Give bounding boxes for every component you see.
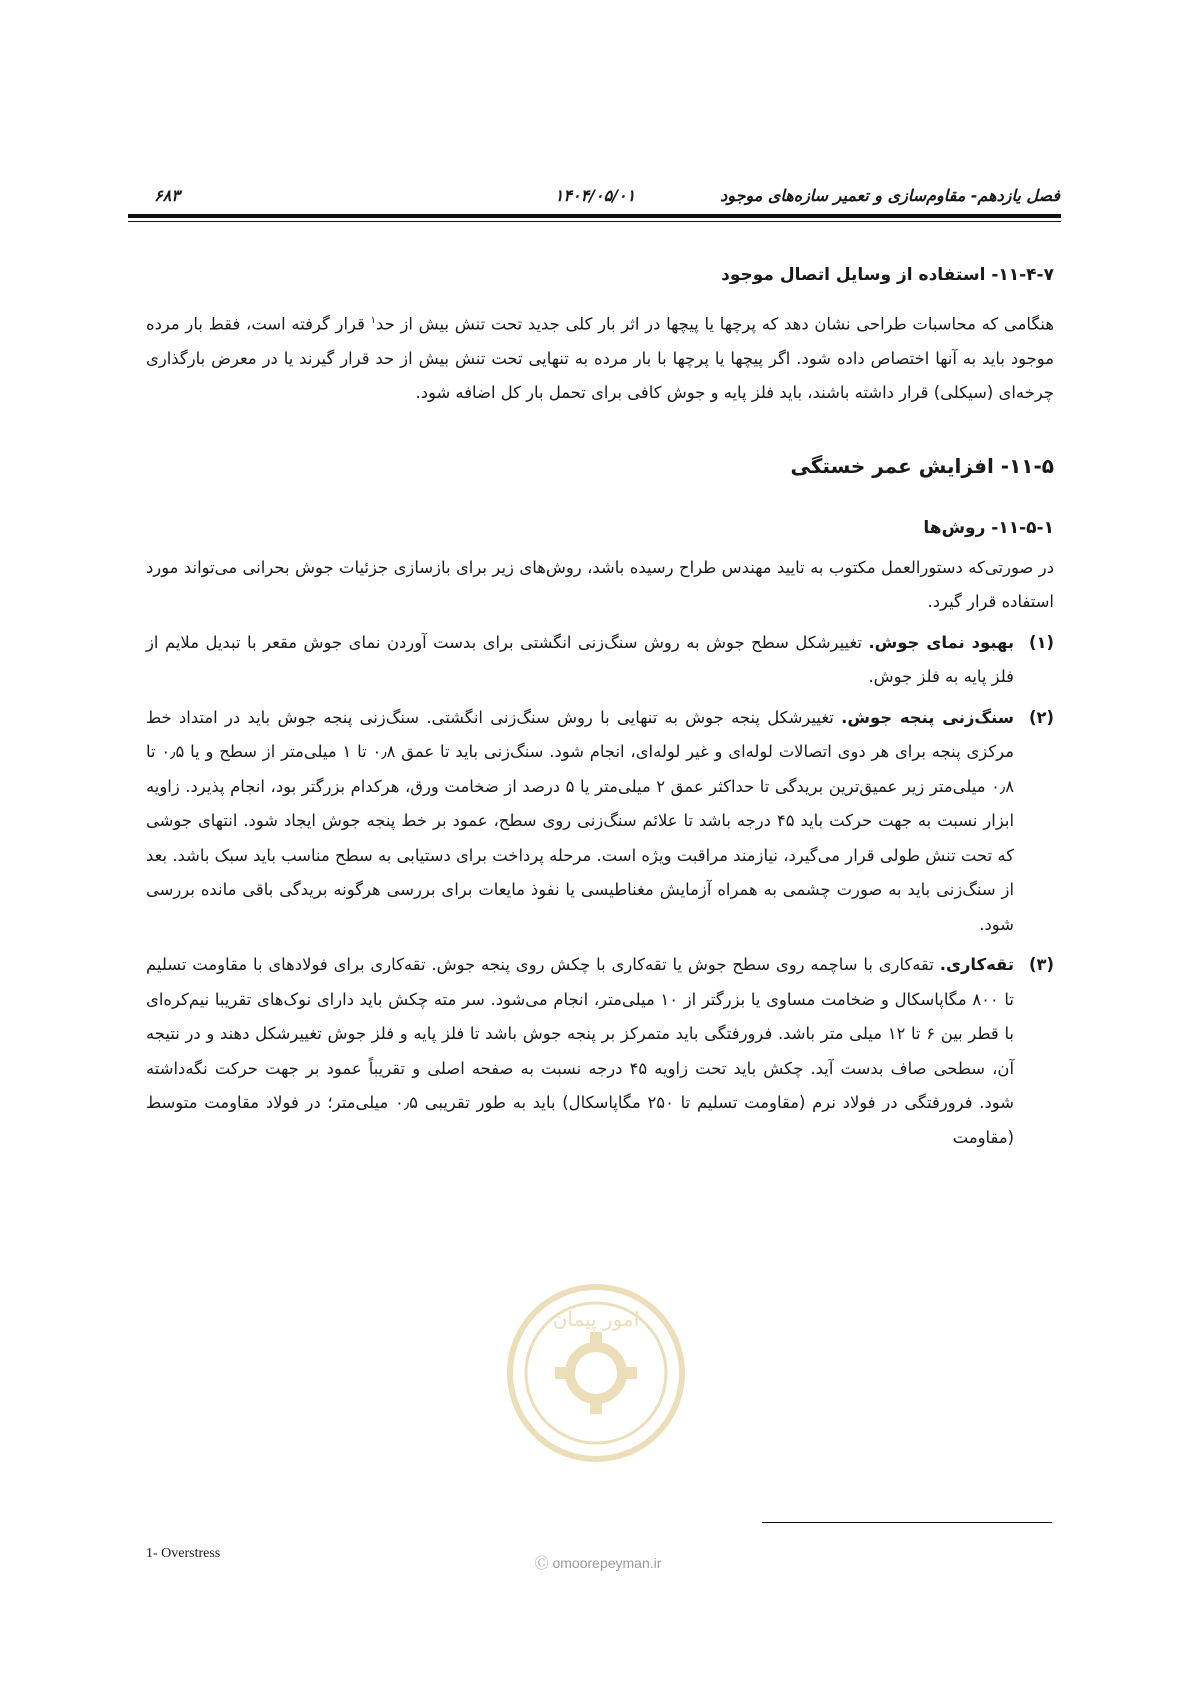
watermark-site [498, 1553, 698, 1573]
list-item-title: تقه‌کاری. [939, 955, 1014, 975]
footnote-rule [762, 1522, 1052, 1523]
paragraph-text-b: قرار گرفته است، فقط بار مرده موجود باید به آنها اختصاص داده شود. اگر پیچها یا پرچها با بار مرده به تنهایی تحت تنش بیش از حد قرار گیرند یا در معرض بارگذاری چرخه‌ای (سیکلی) قرار داشته باشند، باید فلز پایه و جوش کافی برای تحمل بار کل اضافه شود. [146, 314, 1054, 403]
list-item-body [146, 701, 1014, 943]
list-item-number: (۲) [1028, 707, 1054, 727]
list-item-number: (۱) [1028, 632, 1054, 652]
watermark-logo-icon [506, 1280, 686, 1466]
section-heading-11-5: ۱۱-۵- افزایش عمر خستگی [790, 453, 1054, 478]
running-header [130, 186, 1060, 214]
chapter-title: فصل یازدهم- مقاوم‌سازی و تعمیر سازه‌های موجود [720, 186, 1060, 205]
section-paragraph-11-5-1: در صورتی‌که دستورالعمل مکتوب به تایید مهندس طراح رسیده باشد، روش‌های زیر برای بازسازی جزئیات جوش بحرانی می‌تواند مورد استفاده قرار گیرد. [146, 557, 1054, 612]
main-content [146, 238, 1054, 1161]
header-rule-thick [128, 214, 1061, 218]
footnote-marker: ۱ [370, 315, 377, 326]
list-item [146, 626, 1054, 695]
list-item-title: بهبود نمای جوش. [868, 632, 1014, 652]
header-rule-thin [128, 221, 1061, 222]
section-heading-11-4-7: ۱۱-۴-۷- استفاده از وسایل اتصال موجود [721, 265, 1054, 285]
watermark-logo-text: امور پیمان [552, 1307, 640, 1331]
list-item-body [146, 948, 1014, 1155]
page-number: ۶۸۳ [154, 186, 180, 205]
list-item-text: تغییرشکل پنجه جوش به تنهایی با روش سنگ‌زنی انگشتی. سنگ‌زنی پنجه جوش باید در امتداد خط مرکزی پنجه برای هر دوی اتصالات لوله‌ای و غیر لوله‌ای، انجام شود. سنگ‌زنی باید تا عمق ۰٫۸ تا ۱ میلی‌متر از سطح و یا ۰٫۵ تا ۰٫۸ میلی‌متر زیر عمیق‌ترین بریدگی تا حداکثر عمق ۲ میلی‌متر یا ۵ درصد از ضخامت ورق، هرکدام بزرگتر بود، انجام پذیرد. زاویه ابزار نسبت به جهت حرکت باید ۴۵ درجه باشد تا علائم سنگ‌زنی روی سطح، عمود بر خط پنجه جوش ایجاد شود. انتهای جوشی که تحت تنش طولی قرار می‌گیرد، نیازمند مراقبت ویژه است. مرحله پرداخت برای دستیابی به سطح مناسب باید سبک باشد. بعد از سنگ‌زنی باید به صورت چشمی به همراه آزمایش مغناطیسی یا نفوذ مایعات برای بررسی هرگونه بریدگی باقی مانده بررسی شود. [146, 707, 1014, 934]
list-item [146, 701, 1054, 943]
list-item [146, 948, 1054, 1155]
footnote: 1- Overstress [146, 1546, 221, 1561]
header-date: ۱۴۰۴/۰۵/۰۱ [554, 186, 636, 205]
list-item-number: (۳) [1028, 955, 1054, 975]
list-item-body [146, 626, 1014, 695]
paragraph-text-a: هنگامی که محاسبات طراحی نشان دهد که پرچها یا پیچها در اثر بار کلی جدید تحت تنش بیش از حد [376, 314, 1054, 334]
watermark-site-text: omoorepeyman.ir [552, 1555, 662, 1571]
list-item-title: سنگ‌زنی پنجه جوش. [841, 707, 1014, 727]
at-icon: Ⓒ [534, 1555, 549, 1571]
list-item-text: تغییرشکل سطح جوش به روش سنگ‌زنی انگشتی برای بدست آوردن نمای جوش مقعر با تبدیل ملایم از فلز پایه به فلز جوش. [146, 632, 1014, 687]
list-item-text: تقه‌کاری با ساچمه روی سطح جوش یا تقه‌کاری با چکش روی پنجه جوش. تقه‌کاری برای فولادهای با مقاومت تسلیم تا ۸۰۰ مگاپاسکال و ضخامت مساوی یا بزرگتر از ۱۰ میلی‌متر، انجام می‌شود. سر مته چکش باید دارای نوک‌های تقریبا نیم‌کره‌ای با قطر بین ۶ تا ۱۲ میلی متر باشد. فرورفتگی باید متمرکز بر پنجه جوش باشد تا فلز پایه و فلز جوش تغییرشکل دهند و در نتیجه آن، سطحی صاف بدست آید. چکش باید تحت زاویه ۴۵ درجه نسبت به صفحه اصلی و تقریباً عمود بر جهت حرکت نگه‌داشته شود. فرورفتگی در فولاد نرم (مقاومت تسلیم تا ۲۵۰ مگاپاسکال) باید به طور تقریبی ۰٫۵ میلی‌متر؛ در فولاد مقاومت متوسط (مقاومت [146, 955, 1014, 1147]
section-paragraph-11-4-7 [146, 304, 1054, 411]
section-heading-11-5-1: ۱۱-۵-۱- روش‌ها [923, 517, 1054, 538]
